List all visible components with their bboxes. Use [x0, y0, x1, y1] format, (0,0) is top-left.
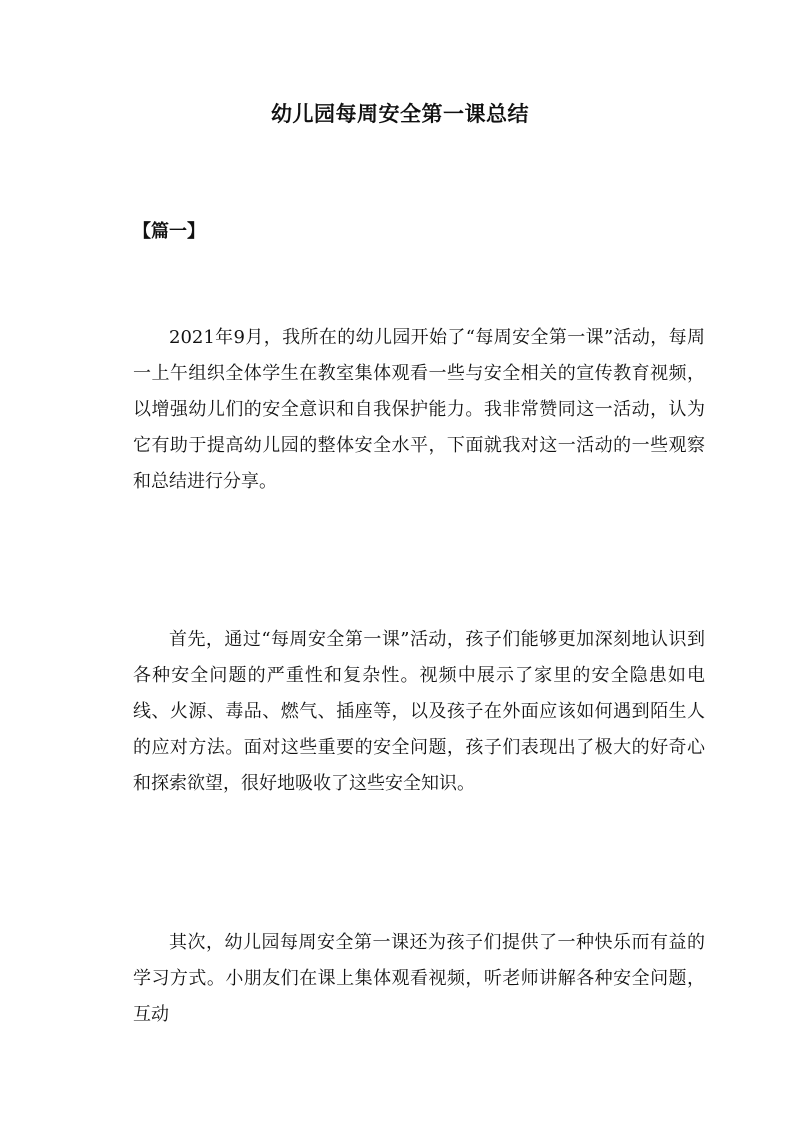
paragraph-2: 首先，通过“每周安全第一课”活动，孩子们能够更加深刻地认识到各种安全问题的严重性和复杂性。视频中展示了家里的安全隐患如电线、火源、毒品、燃气、插座等，以及孩子在外面应该如何遇到陌生人的应对方法。面对这些重要的安全问题，孩子们表现出了极大的好奇心和探索欲望，很好地吸收了这些安全知识。	[133, 629, 705, 794]
paragraph-3: 其次，幼儿园每周安全第一课还为孩子们提供了一种快乐而有益的学习方式。小朋友们在课上集体观看视频，听老师讲解各种安全问题，互动	[133, 932, 705, 1025]
document-title: 幼儿园每周安全第一课总结	[271, 101, 529, 126]
paragraph-1: 2021年9月，我所在的幼儿园开始了“每周安全第一课”活动，每周一上午组织全体学生在教室集体观看一些与安全相关的宣传教育视频，以增强幼儿们的安全意识和自我保护能力。我非常赞同这一活动，认为它有助于提高幼儿园的整体安全水平，下面就我对这一活动的一些观察和总结进行分享。	[133, 327, 705, 492]
section-label: 【篇一】	[133, 221, 205, 242]
